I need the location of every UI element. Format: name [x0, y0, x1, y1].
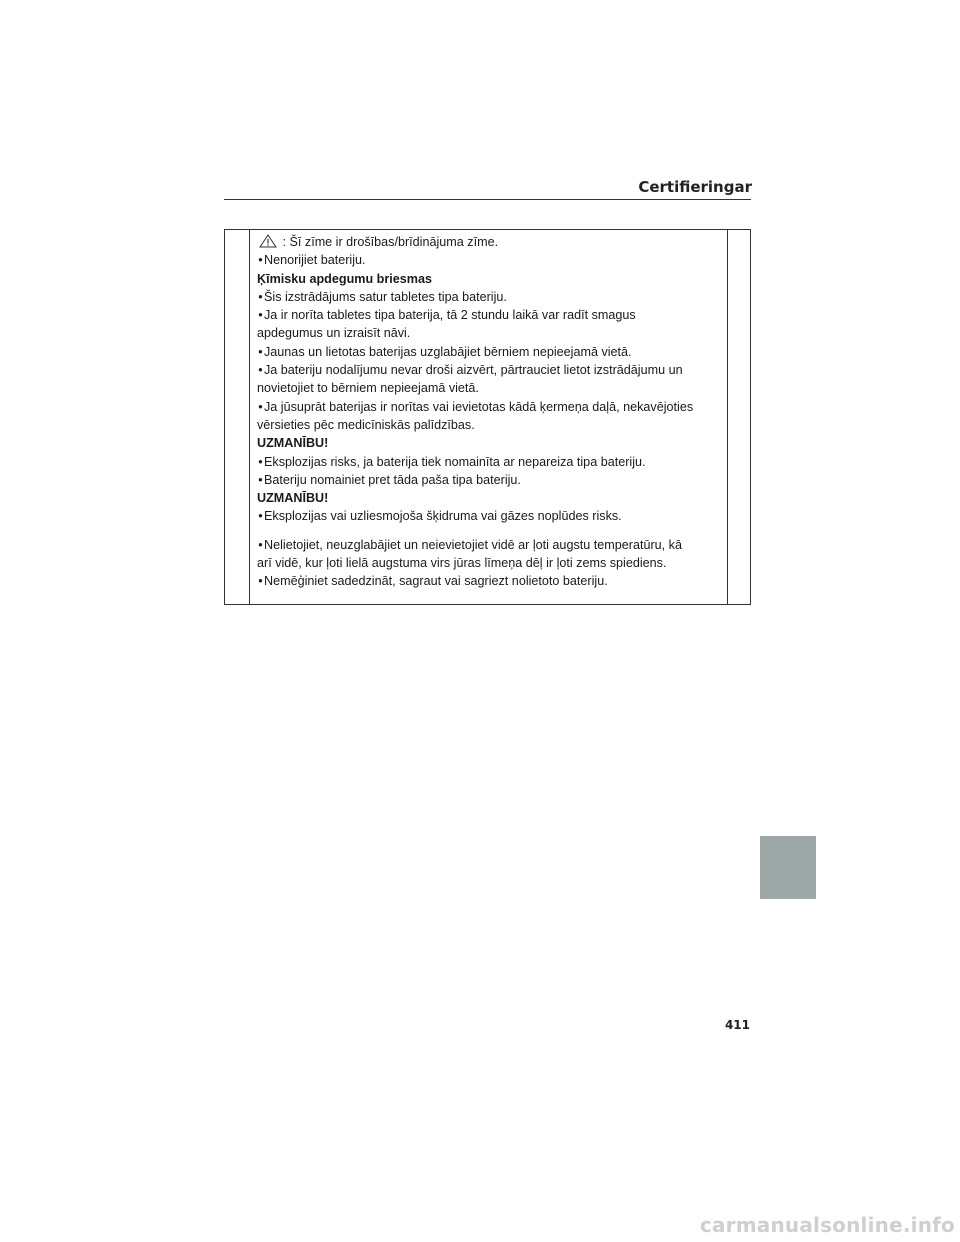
- list-item-continuation: arī vidē, kur ļoti lielā augstuma virs jūras līmeņa dēļ ir ļoti zems spiediens.: [257, 556, 667, 571]
- bullet: •: [258, 363, 263, 378]
- watermark: carmanualsonline.info: [699, 1213, 955, 1237]
- bullet: •: [258, 253, 263, 268]
- list-item-continuation: apdegumus un izraisīt nāvi.: [257, 326, 411, 341]
- list-item: •Eksplozijas risks, ja baterija tiek nomainīta ar nepareiza tipa bateriju.: [257, 453, 725, 471]
- list-item: •Jaunas un lietotas baterijas uzglabājiet bērniem nepieejamā vietā.: [257, 343, 725, 361]
- section-title: Certifieringar: [638, 178, 752, 196]
- bullet: •: [258, 537, 263, 552]
- caution-heading: UZMANĪBU!: [257, 491, 329, 506]
- list-item: •Nemēģiniet sadedzināt, sagraut vai sagriezt nolietoto bateriju.: [257, 572, 725, 590]
- battery-warning-box: [224, 229, 751, 605]
- bullet: •: [258, 399, 263, 414]
- symbol-explanation: [257, 233, 725, 251]
- list-item-continuation: novietojiet to bērniem nepieejamā vietā.: [257, 381, 479, 396]
- list-item: •Nenorijiet bateriju.: [257, 251, 725, 269]
- bullet: •: [258, 574, 263, 589]
- bullet: •: [258, 308, 263, 323]
- warning-text: [257, 233, 725, 591]
- page-number: 411: [724, 1018, 750, 1032]
- symbol-text: : Šī zīme ir drošības/brīdinājuma zīme.: [282, 235, 499, 249]
- list-item: •Ja bateriju nodalījumu nevar droši aizvērt, pārtrauciet lietot izstrādājumu un: [257, 361, 725, 379]
- list-item: •Ja ir norīta tabletes tipa baterija, tā 2 stundu laikā var radīt smagus: [257, 306, 725, 324]
- caution-heading: UZMANĪBU!: [257, 436, 329, 451]
- bullet: •: [258, 289, 263, 304]
- table-left-divider: [249, 230, 250, 604]
- list-item: •Ja jūsuprāt baterijas ir norītas vai ievietotas kādā ķermeņa daļā, nekavējoties: [257, 398, 725, 416]
- bullet: •: [258, 454, 263, 469]
- section-heading: Ķīmisku apdegumu briesmas: [257, 271, 432, 286]
- list-item: •Bateriju nomainiet pret tāda paša tipa bateriju.: [257, 471, 725, 489]
- table-right-divider: [727, 230, 728, 604]
- bullet: •: [258, 344, 263, 359]
- chapter-side-tab: [760, 836, 816, 899]
- warning-triangle-icon: [259, 234, 277, 248]
- bullet: •: [258, 509, 263, 524]
- bullet: •: [258, 472, 263, 487]
- list-item: •Nelietojiet, neuzglabājiet un neievietojiet vidē ar ļoti augstu temperatūru, kā: [257, 536, 725, 554]
- header-rule: [224, 199, 751, 200]
- list-item: •Šis izstrādājums satur tabletes tipa bateriju.: [257, 288, 725, 306]
- list-item-continuation: vērsieties pēc medicīniskās palīdzības.: [257, 417, 475, 432]
- spacer: [257, 526, 725, 536]
- list-item: •Eksplozijas vai uzliesmojoša šķidruma vai gāzes noplūdes risks.: [257, 507, 725, 525]
